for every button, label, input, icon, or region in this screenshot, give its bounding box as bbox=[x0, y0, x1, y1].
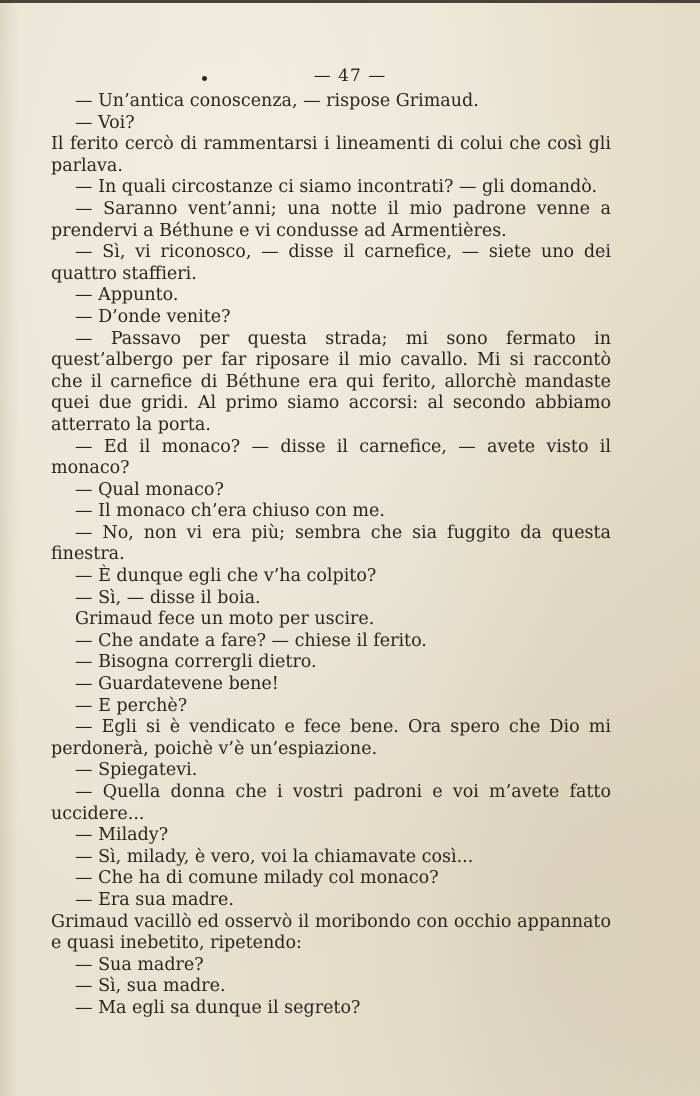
paragraph: — Guardatevene bene! bbox=[75, 674, 279, 695]
ink-dot bbox=[202, 76, 207, 81]
body-text bbox=[51, 91, 611, 1020]
paragraph: — Passavo per questa strada; mi sono fermato in quest’albergo per far riposare il mio cavallo. Mi si raccontò che il carnefice di Béthune era qui ferito, allorchè mandaste quei due gridi. Al primo siamo accorsi: al secondo abbiamo atterrato la porta. bbox=[51, 328, 611, 435]
paragraph: — In quali circostanze ci siamo incontrati? — gli domandò. bbox=[75, 177, 598, 198]
paragraph: Grimaud fece un moto per uscire. bbox=[75, 609, 375, 630]
paragraph: — Egli si è vendicato e fece bene. Ora spero che Dio mi perdonerà, poichè v’è un’espiazione. bbox=[51, 717, 611, 759]
paragraph: — Sua madre? bbox=[75, 954, 204, 975]
paragraph: — Milady? bbox=[75, 825, 169, 846]
paragraph: — Qual monaco? bbox=[75, 479, 224, 500]
paragraph: — Spiegatevi. bbox=[75, 760, 198, 781]
paragraph: — Sì, — disse il boia. bbox=[75, 587, 261, 608]
paragraph: — Appunto. bbox=[75, 285, 179, 306]
paragraph: — Il monaco ch’era chiuso con me. bbox=[75, 501, 385, 522]
paragraph: — Un’antica conoscenza, — rispose Grimaud. bbox=[75, 91, 479, 111]
page-header bbox=[0, 66, 700, 86]
paragraph: Il ferito cercò di rammentarsi i lineamenti di colui che così gli parlava. bbox=[51, 134, 611, 176]
paragraph: — Sì, milady, è vero, voi la chiamavate così... bbox=[75, 846, 474, 867]
paragraph: — Voi? bbox=[75, 112, 135, 133]
scan-edge-line bbox=[0, 0, 700, 3]
paragraph: — No, non vi era più; sembra che sia fuggito da questa finestra. bbox=[51, 522, 611, 565]
paragraph: — È dunque egli che v’ha colpito? bbox=[75, 566, 377, 587]
paragraph: — Sì, sua madre. bbox=[75, 976, 226, 997]
paragraph: — E perchè? bbox=[75, 695, 188, 716]
paragraph: — Sì, vi riconosco, — disse il carnefice, — siete uno dei quattro staffieri. bbox=[51, 242, 611, 284]
paragraph: Grimaud vacillò ed osservò il moribondo con occhio appannato e quasi inebetito, ripetendo: bbox=[51, 911, 611, 954]
paragraph: — Saranno vent’anni; una notte il mio padrone venne a prendervi a Béthune e vi condusse ad Armentières. bbox=[51, 198, 611, 241]
paragraph: — Era sua madre. bbox=[75, 889, 234, 910]
paragraph: — Ed il monaco? — disse il carnefice, — avete visto il monaco? bbox=[51, 436, 611, 479]
page-number: — 47 — bbox=[313, 66, 387, 86]
paragraph: — Ma egli sa dunque il segreto? bbox=[75, 997, 361, 1018]
paragraph: — Che ha di comune milady col monaco? bbox=[75, 868, 439, 889]
paragraph: — D’onde venite? bbox=[75, 306, 231, 327]
paragraph: — Bisogna corrergli dietro. bbox=[75, 652, 317, 673]
paragraph: — Che andate a fare? — chiese il ferito. bbox=[75, 630, 427, 651]
paragraph: — Quella donna che i vostri padroni e voi m’avete fatto uccidere... bbox=[51, 782, 611, 824]
